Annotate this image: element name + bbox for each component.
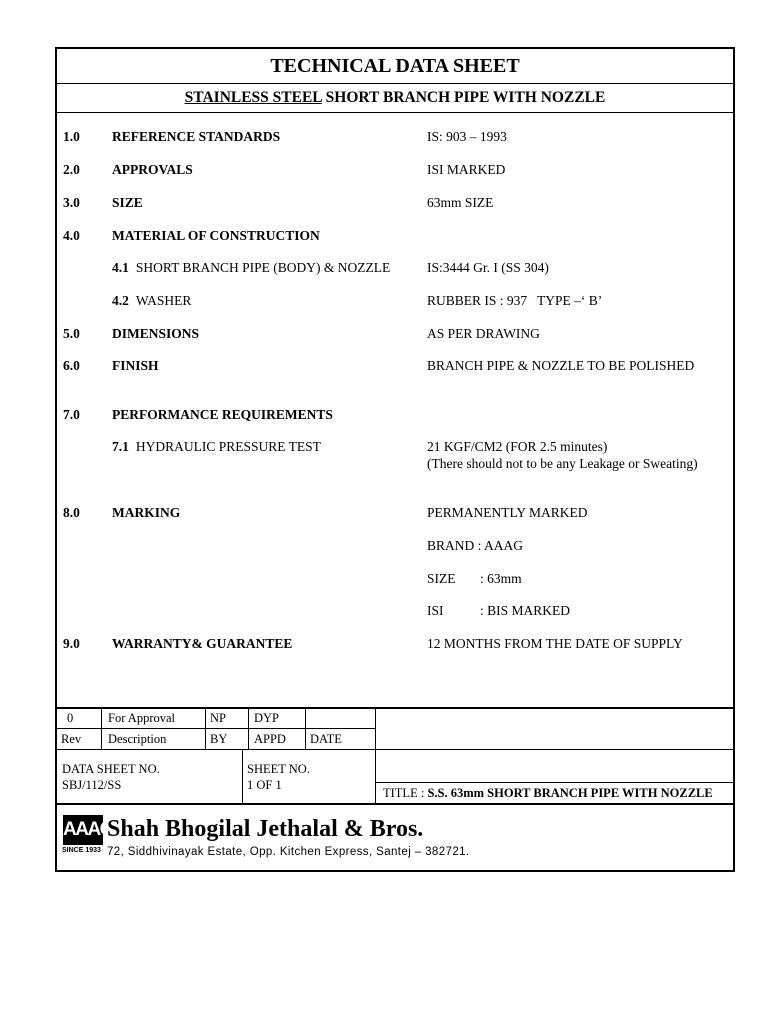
marking-key: ISI — [427, 603, 444, 618]
spec-label: REFERENCE STANDARDS — [112, 129, 281, 144]
spec-sub-number: 4.2 — [112, 293, 129, 308]
revision-by: NP — [210, 711, 226, 725]
revision-col-divider — [305, 707, 306, 749]
spec-value: IS: 903 – 1993 — [427, 129, 507, 144]
spec-number: 6.0 — [63, 358, 80, 373]
title-block-divider — [375, 707, 376, 804]
spec-value: BRAND : AAAG — [427, 538, 524, 553]
spec-label: SIZE — [112, 195, 143, 210]
spec-number: 5.0 — [63, 326, 80, 341]
spec-sub-text: WASHER — [135, 293, 192, 308]
sheet-no-value: 1 OF 1 — [247, 778, 282, 792]
drawing-title-value: S.S. 63mm SHORT BRANCH PIPE WITH NOZZLE — [427, 786, 713, 800]
revision-top-border — [57, 707, 735, 709]
drawing-title-prefix: TITLE : — [383, 786, 428, 800]
spec-number: 1.0 — [63, 129, 80, 144]
company-address: 72, Siddhivinayak Estate, Opp. Kitchen Express, Santej – 382721. — [107, 846, 470, 858]
spec-label: FINISH — [112, 358, 159, 373]
spec-value: ISI MARKED — [427, 162, 506, 177]
spec-number: 8.0 — [63, 505, 80, 520]
spec-value: 12 MONTHS FROM THE DATE OF SUPPLY — [427, 636, 683, 651]
data-sheet-no-label: DATA SHEET NO. — [62, 762, 160, 776]
marking-key: SIZE — [427, 571, 456, 586]
data-sheet-no-value: SBJ/112/SS — [62, 778, 122, 792]
data-sheet — [55, 47, 735, 872]
header-description: Description — [108, 732, 167, 746]
sheet-subtitle — [57, 83, 733, 113]
spec-number: 4.0 — [63, 228, 80, 243]
header-appd: APPD — [254, 732, 286, 746]
marking-value: : 63mm — [480, 571, 522, 586]
sheet-title: TECHNICAL DATA SHEET — [57, 49, 733, 84]
revision-description: For Approval — [108, 711, 176, 725]
revision-col-divider — [205, 707, 206, 749]
spec-value: RUBBER IS : 937 TYPE –‘ B’ — [427, 293, 603, 308]
spec-sub-label — [112, 438, 321, 455]
title-top-border — [375, 782, 735, 783]
company-logo: AAAG — [63, 815, 103, 845]
spec-value: AS PER DRAWING — [427, 326, 540, 341]
spec-value: 63mm SIZE — [427, 195, 494, 210]
spec-sub-text: HYDRAULIC PRESSURE TEST — [135, 439, 321, 454]
spec-number: 9.0 — [63, 636, 80, 651]
subtitle-material: STAINLESS STEEL — [184, 89, 322, 106]
spec-value: IS:3444 Gr. I (SS 304) — [427, 260, 549, 275]
spec-number: 7.0 — [63, 407, 80, 422]
spec-label: PERFORMANCE REQUIREMENTS — [112, 407, 333, 422]
spec-value — [427, 570, 522, 587]
spec-number: 3.0 — [63, 195, 80, 210]
spec-value-note: (There should not to be any Leakage or Sweating) — [427, 456, 698, 471]
revision-col-divider — [248, 707, 249, 749]
logo-since-text: SINCE 1933 — [62, 847, 101, 854]
company-name: Shah Bhogilal Jethalal & Bros. — [107, 816, 424, 842]
drawing-title — [383, 786, 713, 800]
spec-sub-number: 7.1 — [112, 439, 129, 454]
revision-bottom-border — [57, 749, 735, 750]
revision-col-divider — [101, 707, 102, 749]
spec-sub-label — [112, 292, 191, 309]
spec-value: PERMANENTLY MARKED — [427, 505, 588, 520]
revision-mid-border — [57, 728, 375, 729]
revision-approved: DYP — [254, 711, 280, 725]
sheet-no-label: SHEET NO. — [247, 762, 310, 776]
spec-value: BRANCH PIPE & NOZZLE TO BE POLISHED — [427, 358, 695, 373]
sheet-no-divider — [242, 749, 243, 804]
spec-value — [427, 602, 570, 619]
header-rev: Rev — [61, 732, 82, 746]
spec-label: MARKING — [112, 505, 181, 520]
spec-sub-label — [112, 259, 390, 276]
marking-value: : BIS MARKED — [480, 603, 571, 618]
company-top-border — [57, 803, 735, 805]
subtitle-product: SHORT BRANCH PIPE WITH NOZZLE — [321, 89, 606, 106]
spec-value: 21 KGF/CM2 (FOR 2.5 minutes) — [427, 439, 608, 454]
spec-label: APPROVALS — [112, 162, 193, 177]
revision-number: 0 — [67, 711, 74, 725]
header-date: DATE — [310, 732, 342, 746]
header-by: BY — [210, 732, 228, 746]
spec-number: 2.0 — [63, 162, 80, 177]
spec-label: WARRANTY& GUARANTEE — [112, 636, 293, 651]
spec-label: MATERIAL OF CONSTRUCTION — [112, 228, 320, 243]
spec-label: DIMENSIONS — [112, 326, 200, 341]
spec-sub-text: SHORT BRANCH PIPE (BODY) & NOZZLE — [135, 260, 391, 275]
spec-sub-number: 4.1 — [112, 260, 129, 275]
